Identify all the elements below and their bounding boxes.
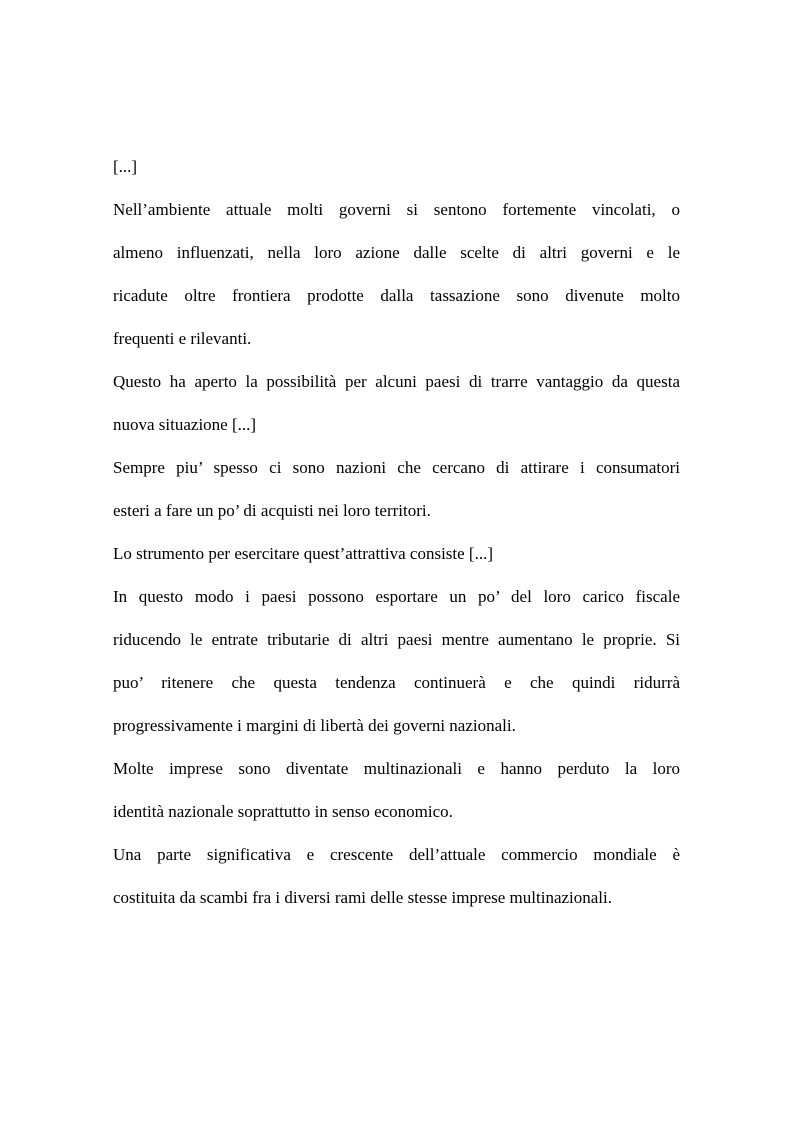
text-line: ricadute oltre frontiera prodotte dalla tassazione sono divenute molto: [113, 286, 680, 305]
text-line: In questo modo i paesi possono esportare un po’ del loro carico fiscale: [113, 587, 680, 606]
text-line: Questo ha aperto la possibilità per alcuni paesi di trarre vantaggio da questa: [113, 372, 680, 391]
text-line: Lo strumento per esercitare quest’attrattiva consiste [...]: [113, 544, 493, 563]
text-line: identità nazionale soprattutto in senso economico.: [113, 802, 453, 821]
text-line: almeno influenzati, nella loro azione dalle scelte di altri governi e le: [113, 243, 680, 262]
text-line: Una parte significativa e crescente dell’attuale commercio mondiale è: [113, 845, 680, 864]
text-line: esteri a fare un po’ di acquisti nei loro territori.: [113, 501, 431, 520]
body-text: [113, 145, 680, 919]
text-line: riducendo le entrate tributarie di altri paesi mentre aumentano le proprie. Si: [113, 630, 680, 649]
text-line: puo’ ritenere che questa tendenza continuerà e che quindi ridurrà: [113, 673, 680, 692]
text-line: Molte imprese sono diventate multinazionali e hanno perduto la loro: [113, 759, 680, 778]
text-line: nuova situazione [...]: [113, 415, 257, 434]
text-line: Nell’ambiente attuale molti governi si sentono fortemente vincolati, o: [113, 200, 680, 219]
text-line: Sempre piu’ spesso ci sono nazioni che cercano di attirare i consumatori: [113, 458, 680, 477]
text-line: frequenti e rilevanti.: [113, 329, 252, 348]
text-line: costituita da scambi fra i diversi rami delle stesse imprese multinazionali.: [113, 888, 612, 907]
text-line: progressivamente i margini di libertà dei governi nazionali.: [113, 716, 516, 735]
text-line: [...]: [113, 157, 138, 176]
